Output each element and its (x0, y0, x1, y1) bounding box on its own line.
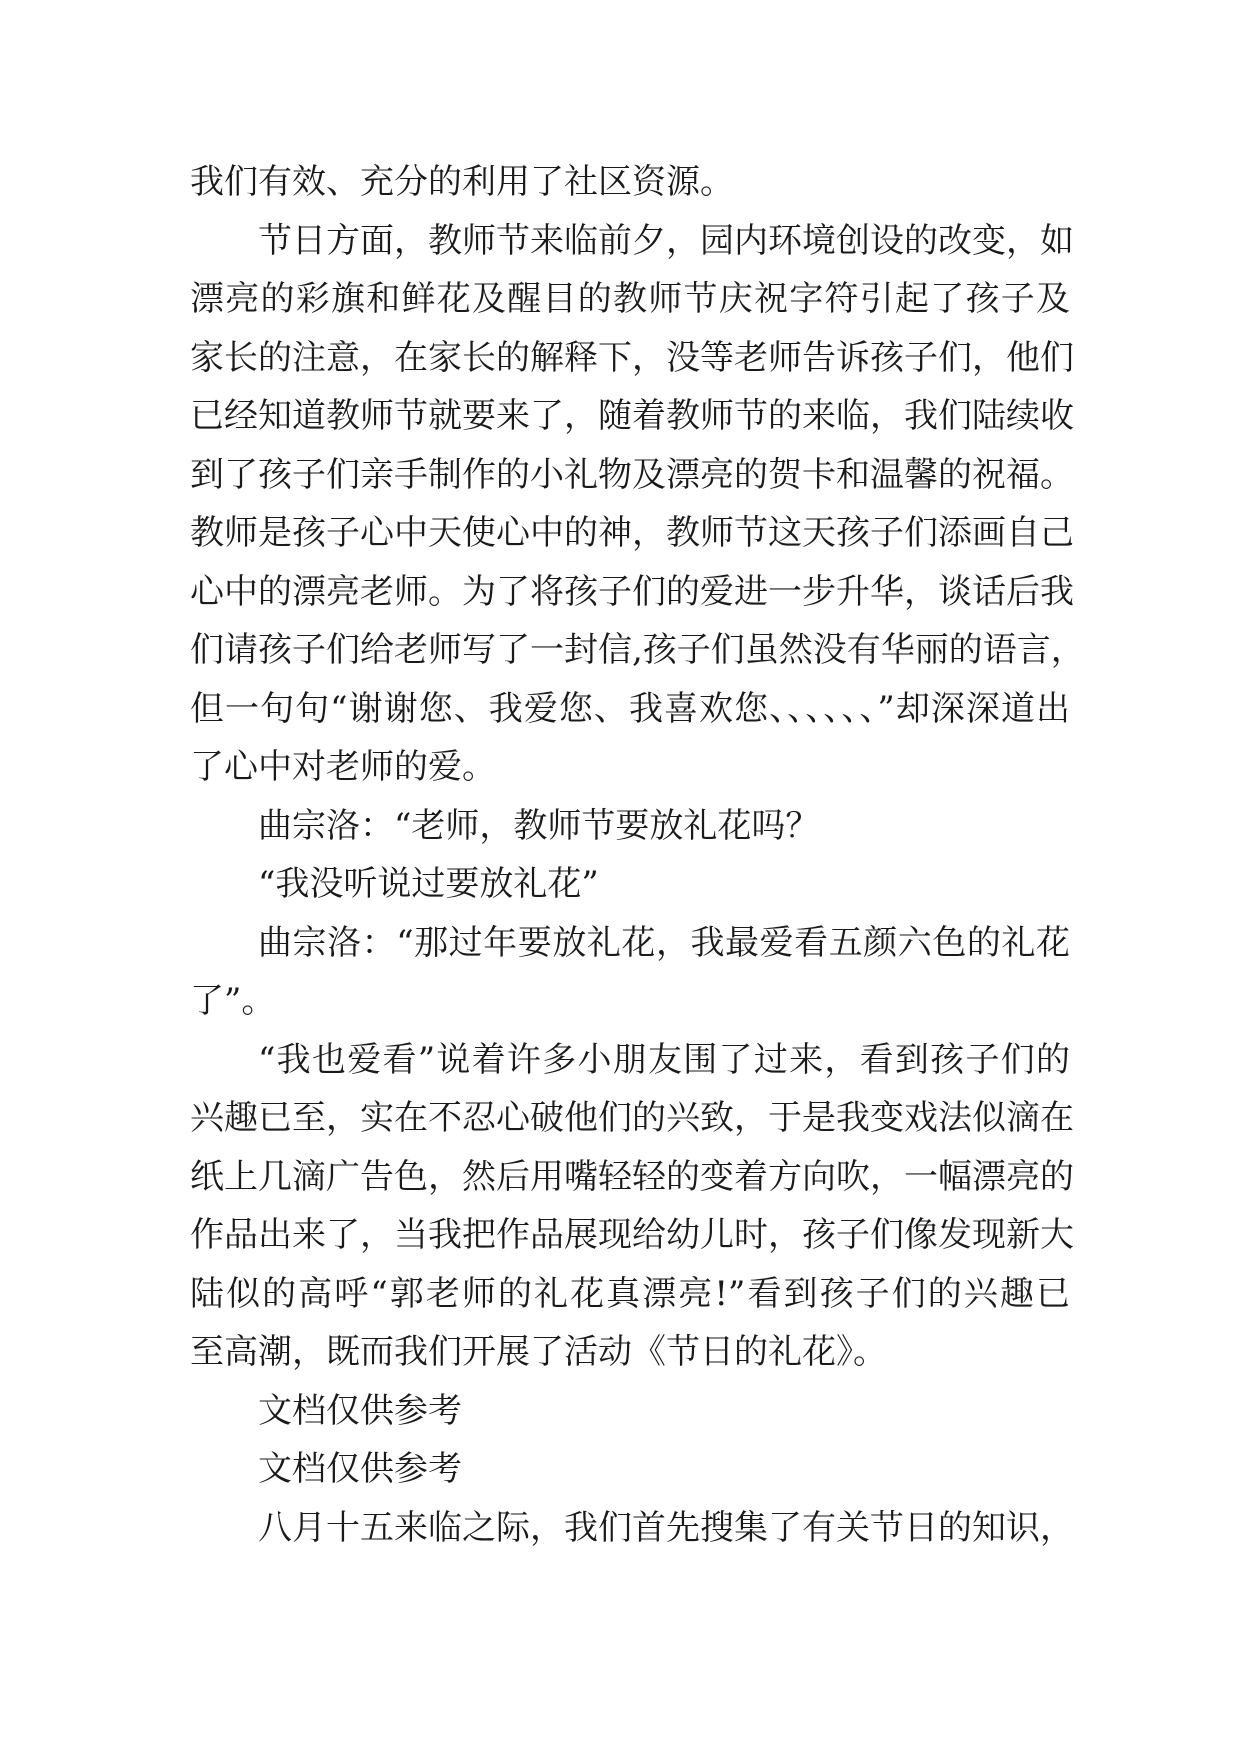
text-line: 八月十五来临之际，我们首先搜集了有关节日的知识， (258, 1507, 1074, 1548)
text-line: “我没听说过要放礼花” (258, 864, 599, 904)
text-line: 教师是孩子心中天使心中的神，教师节这天孩子们添画自己 (190, 513, 1074, 553)
document-body (190, 153, 1085, 1557)
text-line: 我们有效、充分的利用了社区资源。 (190, 162, 734, 202)
text-line: 纸上几滴广告色，然后用嘴轻轻的变着方向吹，一幅漂亮的 (190, 1156, 1074, 1197)
text-line: 作品出来了，当我把作品展现给幼儿时，孩子们像发现新大 (190, 1215, 1074, 1255)
text-line: 兴趣已至，实在不忍心破他们的兴致，于是我变戏法似滴在 (190, 1098, 1074, 1138)
text-line: 到了孩子们亲手制作的小礼物及漂亮的贺卡和温馨的祝福。 (190, 454, 1074, 495)
text-line: 节日方面，教师节来临前夕，园内环境创设的改变，如 (258, 220, 1074, 261)
text-line: 曲宗洛：“那过年要放礼花，我最爱看五颜六色的礼花 (258, 922, 1070, 963)
text-line: 们请孩子们给老师写了一封信,孩子们虽然没有华丽的语言， (190, 630, 1085, 670)
text-line: 了心中对老师的爱。 (190, 747, 496, 787)
text-line: 漂亮的彩旗和鲜花及醒目的教师节庆祝字符引起了孩子及 (190, 279, 1070, 319)
text-line: 文档仅供参考 (258, 1390, 462, 1431)
text-line: 但一句句“谢谢您、我爱您、我喜欢您、、、、、、”却深深道出 (190, 688, 1070, 729)
text-line: 陆似的高呼“郭老师的礼花真漂亮!”看到孩子们的兴趣已 (190, 1273, 1070, 1314)
text-line: 曲宗洛：“老师，教师节要放礼花吗？ (258, 805, 820, 846)
text-line: 已经知道教师节就要来了，随着教师节的来临，我们陆续收 (190, 396, 1074, 436)
text-line: “我也爱看”说着许多小朋友围了过来，看到孩子们的 (258, 1039, 1070, 1080)
text-line: 至高潮，既而我们开展了活动《节日的礼花》。 (190, 1332, 887, 1372)
text-line: 了”。 (190, 981, 276, 1021)
text-line: 文档仅供参考 (258, 1449, 462, 1489)
text-line: 家长的注意，在家长的解释下，没等老师告诉孩子们，他们 (190, 337, 1074, 378)
text-line: 心中的漂亮老师。为了将孩子们的爱进一步升华，谈话后我 (190, 571, 1074, 612)
